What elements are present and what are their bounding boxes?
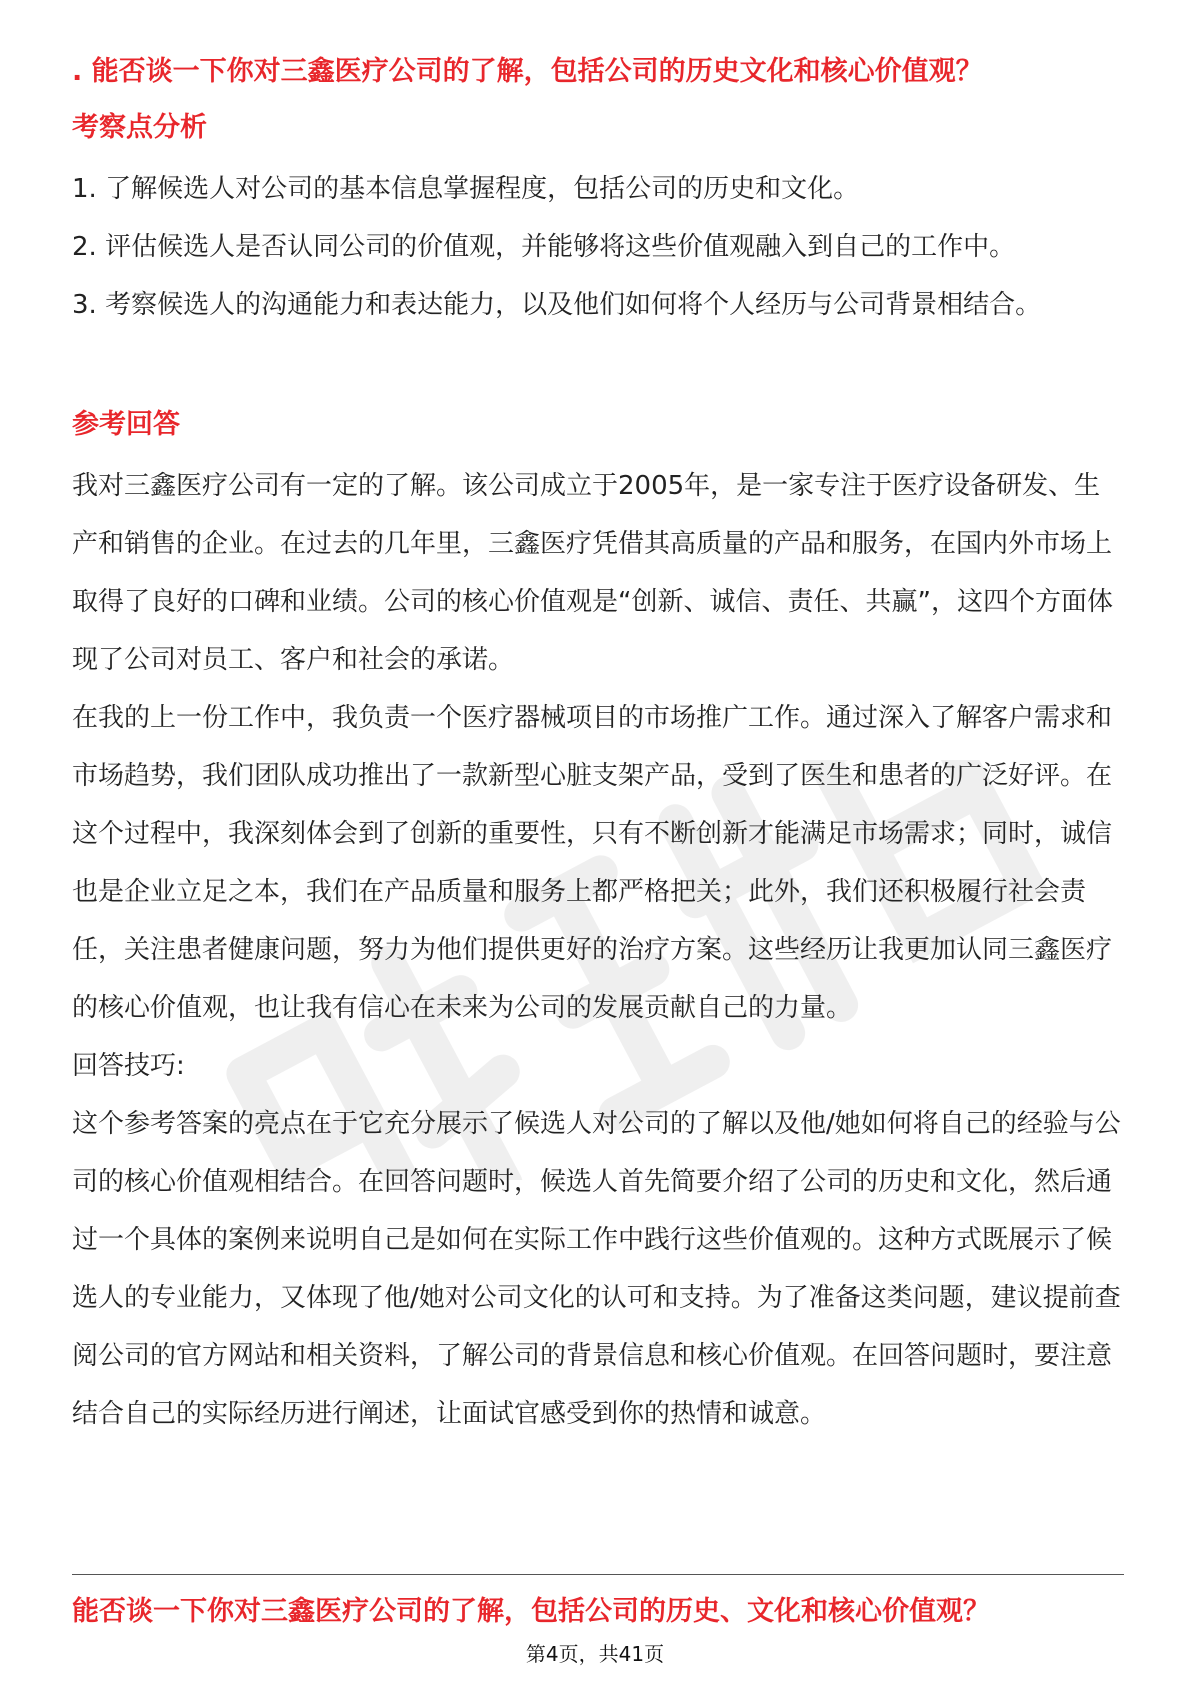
analysis-title: 考察点分析 — [72, 112, 207, 143]
section-divider — [72, 1574, 1124, 1575]
answer-paragraph-2: 在我的上一份工作中，我负责一个医疗器械项目的市场推广工作。通过深入了解客户需求和市场趋势，我们团队成功推出了一款新型心脏支架产品，受到了医生和患者的广泛好评。在这个过程中，我深刻体会到了创新的重要性，只有不断创新才能满足市场需求；同时，诚信也是企业立足之本，我们在产品质量和服务上都严格把关；此外，我们还积极履行社会责任，关注患者健康问题，努力为他们提供更好的治疗方案。这些经历让我更加认同三鑫医疗的核心价值观，也让我有信心在未来为公司的发展贡献自己的力量。 — [72, 703, 1113, 1023]
tips-paragraph: 这个参考答案的亮点在于它充分展示了候选人对公司的了解以及他/她如何将自己的经验与公司的核心价值观相结合。在回答问题时，候选人首先简要介绍了公司的历史和文化，然后通过一个具体的案例来说明自己是如何在实际工作中践行这些价值观的。这种方式既展示了候选人的专业能力，又体现了他/她对公司文化的认可和支持。为了准备这类问题，建议提前查阅公司的官方网站和相关资料，了解公司的背景信息和核心价值观。在回答问题时，要注意结合自己的实际经历进行阐述，让面试官感受到你的热情和诚意。 — [72, 1109, 1121, 1429]
analysis-item-1: 1. 了解候选人对公司的基本信息掌握程度，包括公司的历史和文化。 — [72, 174, 860, 204]
next-question-heading: 能否谈一下你对三鑫医疗公司的了解，包括公司的历史、文化和核心价值观？ — [72, 1596, 990, 1627]
analysis-list — [72, 160, 1124, 334]
document-page — [72, 0, 1124, 1684]
analysis-item-3: 3. 考察候选人的沟通能力和表达能力，以及他们如何将个人经历与公司背景相结合。 — [72, 290, 1042, 320]
answer-title: 参考回答 — [72, 409, 180, 440]
analysis-item-2: 2. 评估候选人是否认同公司的价值观，并能够将这些价值观融入到自己的工作中。 — [72, 232, 1016, 262]
answer-paragraph-1: 我对三鑫医疗公司有一定的了解。该公司成立于2005年，是一家专注于医疗设备研发、生产和销售的企业。在过去的几年里，三鑫医疗凭借其高质量的产品和服务，在国内外市场上取得了良好的口碑和业绩。公司的核心价值观是“创新、诚信、责任、共赢”，这四个方面体现了公司对员工、客户和社会的承诺。 — [72, 471, 1113, 675]
page-footer: 第4页，共41页 — [525, 1642, 665, 1666]
answer-block — [72, 457, 1124, 1443]
question-heading: . 能否谈一下你对三鑫医疗公司的了解，包括公司的历史文化和核心价值观？ — [72, 56, 983, 87]
tips-label: 回答技巧: — [72, 1051, 185, 1081]
